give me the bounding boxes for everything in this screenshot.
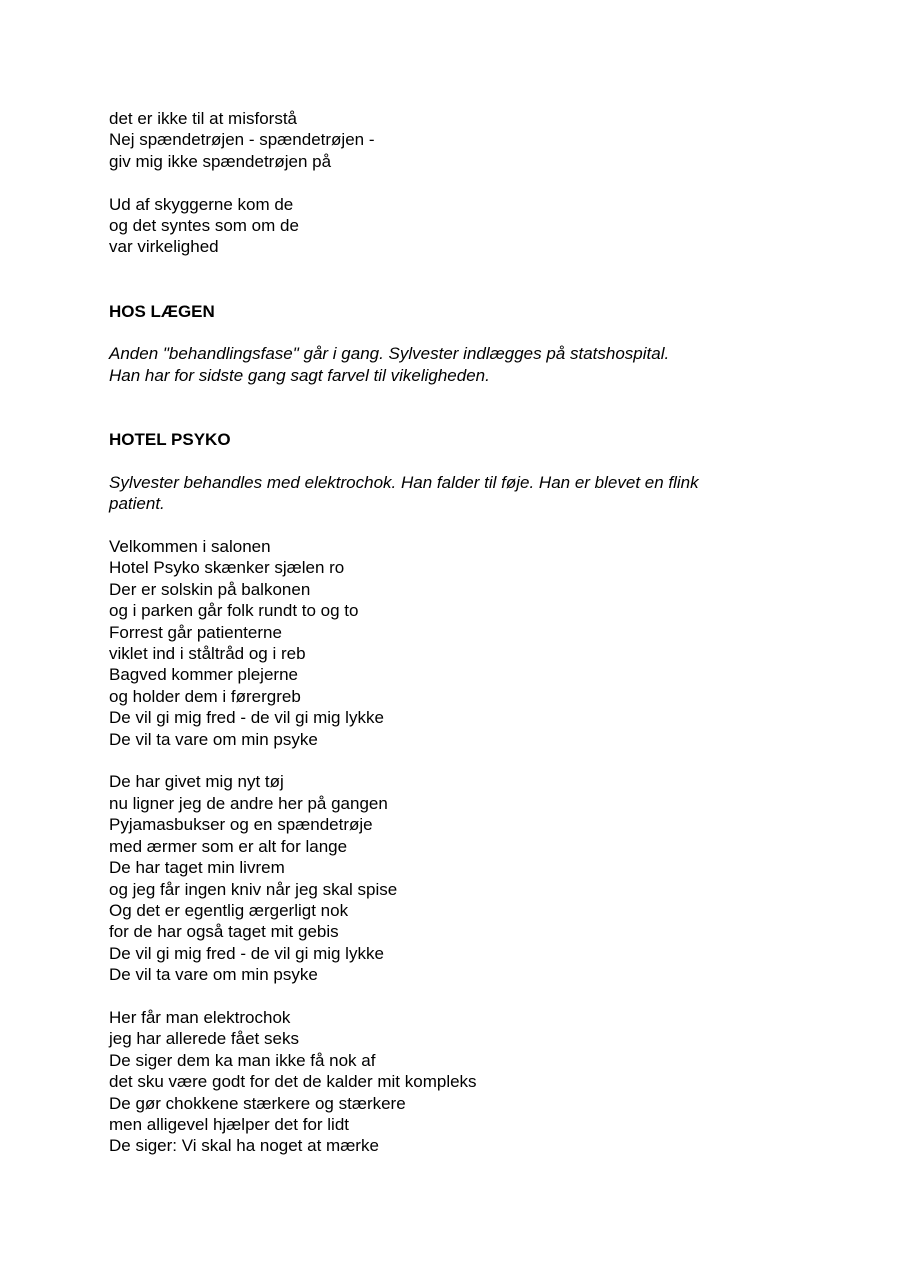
verse-line: Pyjamasbukser og en spændetrøje [109, 815, 373, 835]
verse-line: De vil gi mig fred - de vil gi mig lykke [109, 708, 384, 728]
verse-line: giv mig ikke spændetrøjen på [109, 151, 332, 171]
verse-line: for de har også taget mit gebis [109, 922, 339, 942]
stage-note [109, 472, 809, 515]
verse-line: Hotel Psyko skænker sjælen ro [109, 558, 345, 578]
verse-line: og jeg får ingen kniv når jeg skal spise [109, 879, 398, 899]
verse-line: De siger dem ka man ikke få nok af [109, 1050, 376, 1070]
verse-stanza [109, 194, 809, 258]
stage-note-line: Han har for sidste gang sagt farvel til vikeligheden. [109, 365, 490, 385]
stage-note-line: Anden "behandlingsfase" går i gang. Sylvester indlægges på statshospital. [109, 344, 670, 364]
verse-line: De vil ta vare om min psyke [109, 965, 318, 985]
verse-line: Bagved kommer plejerne [109, 665, 298, 685]
verse-line: nu ligner jeg de andre her på gangen [109, 793, 388, 813]
stage-note-line: patient. [109, 494, 165, 514]
verse-line: Ud af skyggerne kom de [109, 194, 294, 214]
verse-line: Forrest går patienterne [109, 622, 282, 642]
verse-line: Her får man elektrochok [109, 1007, 291, 1027]
verse-line: med ærmer som er alt for lange [109, 836, 348, 856]
verse-line: Nej spændetrøjen - spændetrøjen - [109, 130, 375, 150]
verse-line: De vil ta vare om min psyke [109, 729, 318, 749]
verse-line: jeg har allerede fået seks [109, 1029, 299, 1049]
verse-line: viklet ind i ståltråd og i reb [109, 644, 306, 664]
stage-note [109, 343, 809, 386]
verse-line: Velkommen i salonen [109, 537, 271, 557]
verse-line: men alligevel hjælper det for lidt [109, 1114, 350, 1134]
document-page [109, 108, 809, 1157]
verse-line: De har taget min livrem [109, 858, 285, 878]
stage-note-line: Sylvester behandles med elektrochok. Han falder til føje. Han er blevet en flink [109, 472, 699, 492]
verse-stanza [109, 536, 809, 750]
verse-line: det sku være godt for det de kalder mit kompleks [109, 1072, 477, 1092]
verse-line: De vil gi mig fred - de vil gi mig lykke [109, 943, 384, 963]
verse-line: Og det er egentlig ærgerligt nok [109, 900, 349, 920]
verse-stanza [109, 1007, 809, 1157]
verse-line: var virkelighed [109, 237, 219, 257]
verse-line: og holder dem i førergreb [109, 686, 301, 706]
verse-stanza [109, 108, 809, 172]
section-heading: HOS LÆGEN [109, 301, 215, 321]
verse-line: Der er solskin på balkonen [109, 579, 311, 599]
verse-line: De har givet mig nyt tøj [109, 772, 284, 792]
verse-line: det er ikke til at misforstå [109, 109, 298, 128]
verse-line: De gør chokkene stærkere og stærkere [109, 1093, 406, 1113]
verse-stanza [109, 771, 809, 985]
verse-line: De siger: Vi skal ha noget at mærke [109, 1136, 379, 1156]
verse-line: og i parken går folk rundt to og to [109, 601, 359, 621]
verse-line: og det syntes som om de [109, 216, 299, 236]
section-heading: HOTEL PSYKO [109, 430, 231, 450]
